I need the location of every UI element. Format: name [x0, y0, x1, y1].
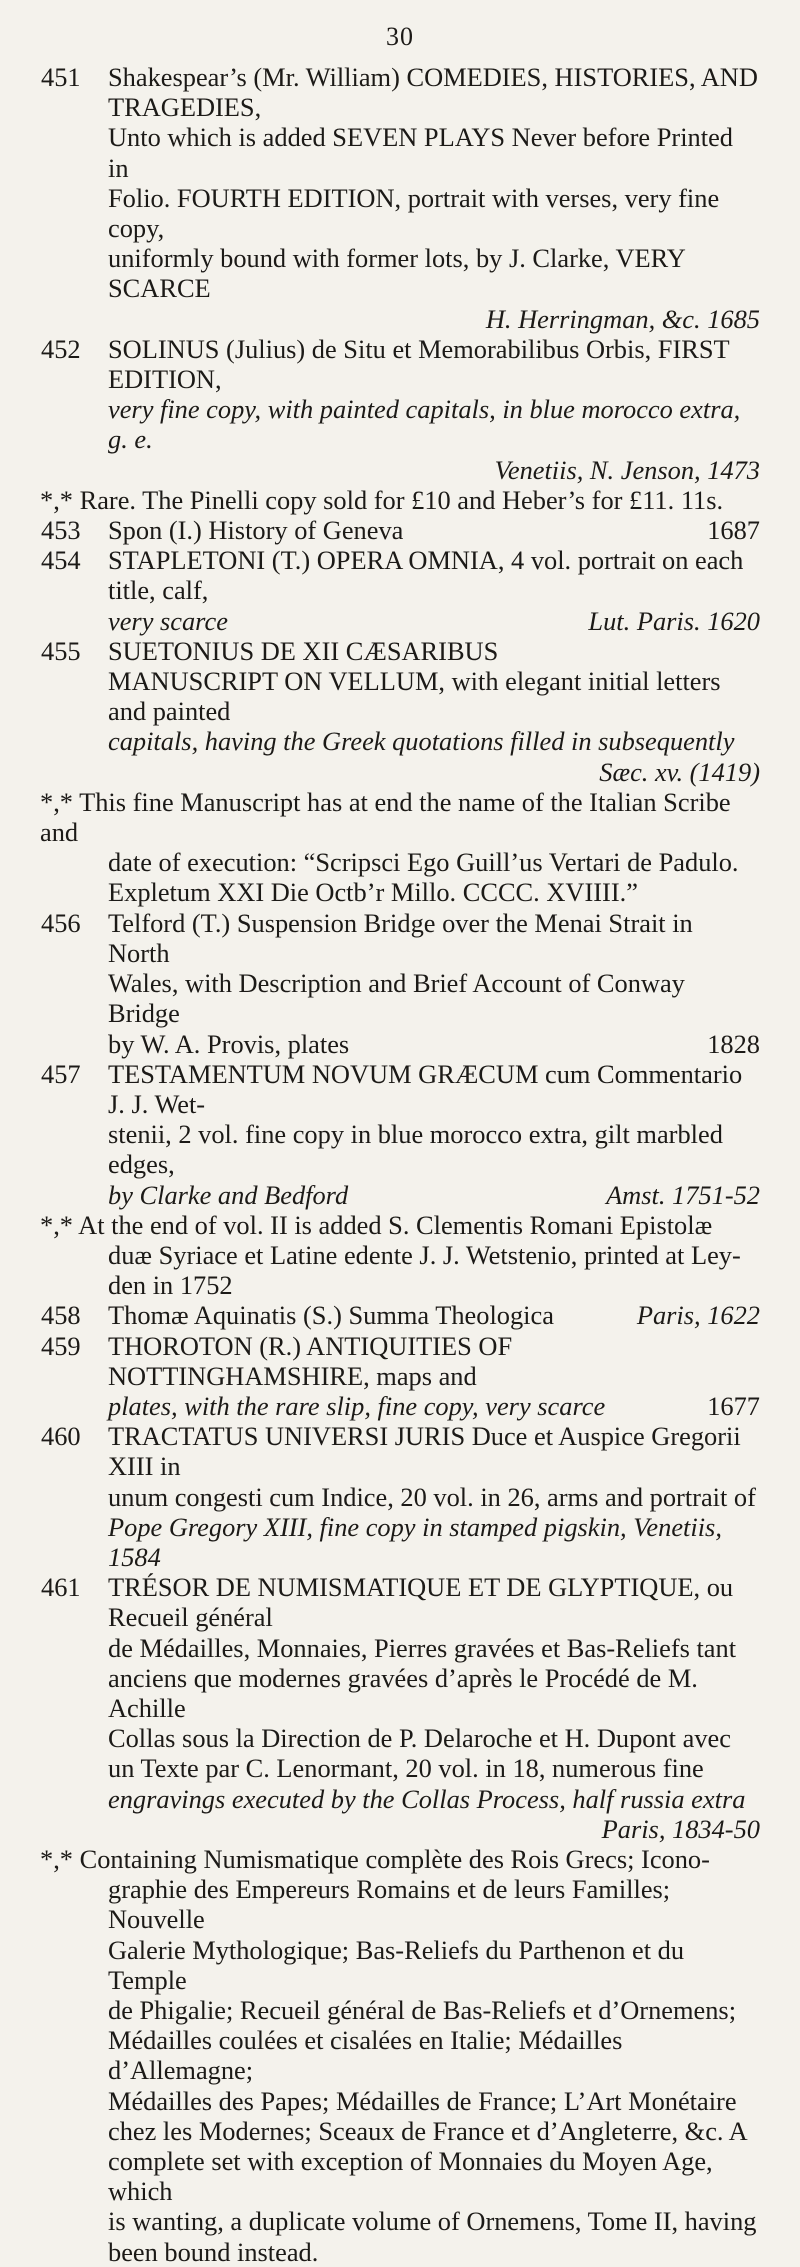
lot-460: [40, 1421, 760, 1572]
note-457: [40, 1210, 760, 1301]
lot-title: Thomæ Aquinatis (S.) Summa Theologica: [108, 1300, 554, 1331]
lot-row: [108, 606, 760, 636]
lot-458: [40, 1300, 760, 1330]
note-line: date of execution: “Scripsci Ego Guill’us Vertari de Padulo.: [108, 847, 739, 878]
note-line: *,* Rare. The Pinelli copy sold for £10 and Heber’s for £11. 11s.: [40, 484, 724, 515]
lot-imprint: [108, 304, 760, 334]
note-line: duæ Syriace et Latine edente J. J. Wetstenio, printed at Ley-: [108, 1239, 741, 1270]
note-line: graphie des Empereurs Romains et de leurs Familles; Nouvelle: [108, 1874, 671, 1935]
lot-461: [40, 1572, 760, 1844]
lot-text-line: unum congesti cum Indice, 20 vol. in 26, arms and portrait of: [108, 1481, 756, 1512]
lot-imprint: [108, 757, 760, 787]
lot-452: [40, 334, 760, 485]
lot-number: 459: [41, 1330, 81, 1361]
lot-number: 458: [41, 1300, 81, 1331]
note-line: Expletum XXI Die Octb’r Millo. CCCC. XVIIII.”: [108, 877, 638, 908]
lot-imprint: Lut. Paris. 1620: [588, 605, 760, 636]
lot-row: [108, 1029, 760, 1059]
lot-row: [108, 1300, 760, 1330]
lot-text-line: by W. A. Provis, plates: [108, 1028, 350, 1059]
lot-text-line: capitals, having the Greek quotations filled in subsequently: [108, 726, 735, 757]
note-line: chez les Modernes; Sceaux de France et d’Angleterre, &c. A: [108, 2115, 748, 2146]
lot-453: [40, 515, 760, 545]
note-452: [40, 485, 760, 515]
lot-text-line: de Médailles, Monnaies, Pierres gravées et Bas-Reliefs tant: [108, 1632, 737, 1663]
lot-text-line: TRÉSOR DE NUMISMATIQUE ET DE GLYPTIQUE, ou Recueil général: [108, 1572, 734, 1633]
lot-text-line: very fine copy, with painted capitals, in blue morocco extra, g. e.: [108, 394, 741, 455]
lot-456: [40, 908, 760, 1059]
lot-imprint: [108, 1814, 760, 1844]
imprint-text: Paris, 1834-50: [601, 1813, 760, 1844]
lot-text-line: engravings executed by the Collas Process, half russia extra: [108, 1783, 746, 1814]
lot-text-line: Unto which is added SEVEN PLAYS Never before Printed in: [108, 122, 733, 183]
lot-imprint: Paris, 1622: [636, 1300, 760, 1331]
lot-text-line: THOROTON (R.) ANTIQUITIES OF NOTTINGHAMSHIRE, maps and: [108, 1330, 513, 1391]
note-461: [40, 1844, 760, 2267]
lot-date: 1677: [707, 1390, 760, 1421]
lot-text-line: anciens que modernes gravées d’après le Procédé de M. Achille: [108, 1662, 698, 1723]
lot-row: [108, 1180, 760, 1210]
lot-title: Spon (I.) History of Geneva: [108, 515, 404, 546]
imprint-text: Sæc. xv. (1419): [599, 756, 760, 787]
lot-459: [40, 1331, 760, 1422]
lot-text-line: uniformly bound with former lots, by J. Clarke, VERY SCARCE: [108, 243, 685, 304]
lot-number: 460: [41, 1421, 81, 1452]
lot-row: [108, 1391, 760, 1421]
lot-455: [40, 636, 760, 787]
note-line: complete set with exception of Monnaies du Moyen Age, which: [108, 2146, 713, 2207]
note-line: Médailles des Papes; Médailles de France; L’Art Monétaire: [108, 2085, 737, 2116]
note-line: Médailles coulées et cisalées en Italie; Médailles d’Allemagne;: [108, 2025, 623, 2086]
lot-text-line: SUETONIUS DE XII CÆSARIBUS: [108, 635, 499, 666]
lot-number: 452: [41, 333, 81, 364]
lot-number: 461: [41, 1572, 81, 1603]
note-line: been bound instead.: [108, 2236, 319, 2267]
lot-number: 457: [41, 1058, 81, 1089]
note-line: *,* This fine Manuscript has at end the name of the Italian Scribe and: [40, 786, 731, 848]
lot-text-line: Pope Gregory XIII, fine copy in stamped pigskin, Venetiis, 1584: [108, 1511, 722, 1572]
lot-text-line: very scarce: [108, 605, 228, 636]
lot-text-line: un Texte par C. Lenormant, 20 vol. in 18, numerous fine: [108, 1753, 704, 1784]
lot-text-line: Folio. FOURTH EDITION, portrait with verses, very fine copy,: [108, 182, 720, 244]
lot-457: [40, 1059, 760, 1210]
note-line: *,* Containing Numismatique complète des Rois Grecs; Icono-: [40, 1843, 710, 1874]
lot-text-line: MANUSCRIPT ON VELLUM, with elegant initial letters and painted: [108, 666, 721, 727]
imprint-text: Venetiis, N. Jenson, 1473: [494, 454, 760, 485]
lot-number: 454: [41, 545, 81, 576]
lot-text-line: TESTAMENTUM NOVUM GRÆCUM cum Commentario J. J. Wet-: [108, 1058, 743, 1119]
lot-number: 453: [41, 515, 81, 546]
lot-text-line: Shakespear’s (Mr. William) COMEDIES, HISTORIES, AND TRAGEDIES,: [108, 62, 758, 123]
page-number: 30: [386, 22, 414, 51]
lot-text-line: Collas sous la Direction de P. Delaroche et H. Dupont avec: [108, 1723, 731, 1754]
note-line: is wanting, a duplicate volume of Ornemens, Tome II, having: [108, 2206, 757, 2237]
lot-text-line: STAPLETONI (T.) OPERA OMNIA, 4 vol. portrait on each title, calf,: [108, 545, 744, 606]
lot-date: 1828: [707, 1028, 760, 1059]
note-line: den in 1752: [108, 1270, 233, 1301]
note-line: de Phigalie; Recueil général de Bas-Reliefs et d’Ornemens;: [108, 1995, 737, 2025]
imprint-text: H. Herringman, &c. 1685: [485, 303, 760, 334]
lot-454: [40, 545, 760, 636]
lot-imprint: [108, 455, 760, 485]
note-line: Galerie Mythologique; Bas-Reliefs du Parthenon et du Temple: [108, 1934, 685, 1995]
lot-text-line: TRACTATUS UNIVERSI JURIS Duce et Auspice Gregorii XIII in: [108, 1421, 741, 1482]
lot-number: 455: [41, 635, 81, 666]
lot-text-line: by Clarke and Bedford: [108, 1179, 349, 1210]
lot-text-line: Telford (T.) Suspension Bridge over the Menai Strait in North: [108, 907, 693, 968]
lot-imprint: Amst. 1751-52: [606, 1179, 760, 1210]
note-line: *,* At the end of vol. II is added S. Clementis Romani Epistolæ: [40, 1209, 713, 1240]
note-455: [40, 787, 760, 908]
lot-date: 1687: [707, 515, 760, 546]
lot-text-line: stenii, 2 vol. fine copy in blue morocco extra, gilt marbled edges,: [108, 1119, 723, 1180]
lot-text-line: Wales, with Description and Brief Account of Conway Bridge: [108, 968, 685, 1029]
lot-text-line: SOLINUS (Julius) de Situ et Memorabilibus Orbis, FIRST EDITION,: [108, 333, 730, 395]
lot-number: 451: [41, 62, 81, 92]
lot-row: [108, 515, 760, 545]
lot-text-line: plates, with the rare slip, fine copy, very scarce: [108, 1390, 606, 1421]
lot-451: [40, 62, 760, 334]
lot-number: 456: [41, 907, 81, 938]
